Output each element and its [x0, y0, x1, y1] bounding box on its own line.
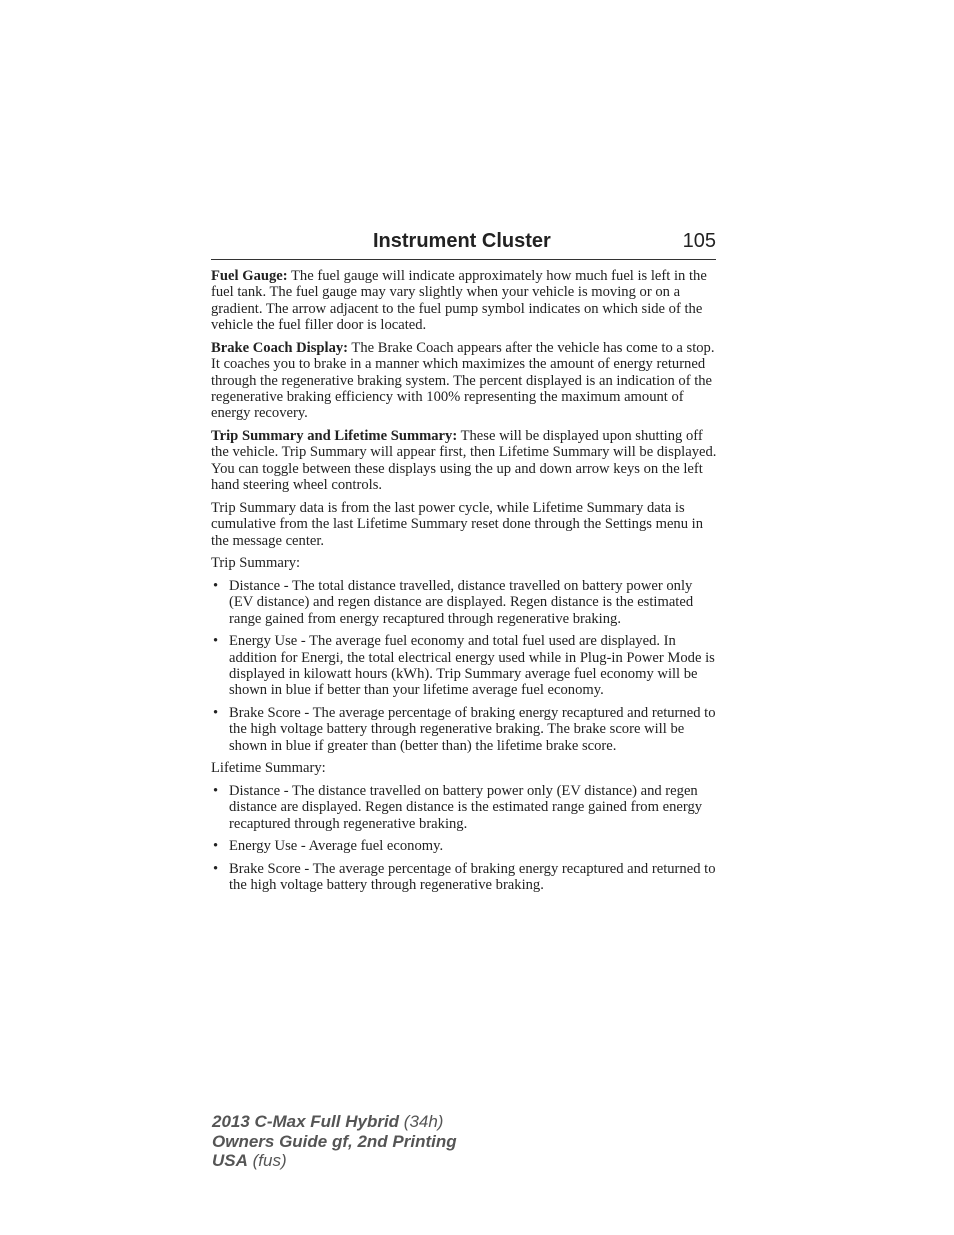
list-item-text: Brake Score - The average percentage of braking energy recaptured and returned to the high voltage battery through regenerative braking.: [229, 861, 716, 894]
list-item: [211, 861, 717, 894]
bullet-icon: •: [213, 861, 219, 878]
lifetime-summary-heading: Lifetime Summary:: [211, 760, 326, 777]
brake-coach-label: Brake Coach Display:: [211, 339, 349, 356]
bullet-icon: •: [213, 838, 219, 855]
list-item-text: Energy Use - The average fuel economy and total fuel used are displayed. In addition for Energi, the total electrical energy used while in Plug-in Power Mode is displayed in kilowatt hours (kWh). Trip Summary average fuel economy will be shown in blue if better than your lifetime average fuel economy.: [229, 633, 715, 699]
list-item: [211, 838, 717, 854]
page-header: [211, 229, 716, 260]
section-title: Instrument Cluster: [373, 230, 551, 252]
trip-lifetime-text: These will be displayed upon shutting off the vehicle. Trip Summary will appear first, then Lifetime Summary will be displayed. You can toggle between these displays using the up and down arrow keys on the left hand steering wheel controls.: [211, 428, 717, 494]
page-number: 105: [682, 230, 716, 252]
brake-coach-text: The Brake Coach appears after the vehicle has come to a stop. It coaches you to brake in a manner which maximizes the amount of energy returned through the regenerative braking system. The percent displayed is an indication of the regenerative braking efficiency with 100% representing the maximum amount of energy recovery.: [211, 339, 715, 422]
brake-coach-paragraph: [211, 340, 717, 422]
footer-region-code: (fus): [247, 1151, 287, 1170]
list-item: [211, 633, 717, 699]
fuel-gauge-label: Fuel Gauge:: [211, 268, 288, 284]
bullet-icon: •: [213, 705, 219, 722]
footer-line-2: [212, 1132, 457, 1152]
list-item-text: Brake Score - The average percentage of braking energy recaptured and returned to the high voltage battery through regenerative braking. The brake score will be shown in blue if greater than (better than) the lifetime brake score.: [229, 705, 716, 754]
footer-region: USA: [212, 1151, 248, 1170]
list-item-text: Distance - The distance travelled on battery power only (EV distance) and regen distance are displayed. Regen distance is the estimated range gained from energy recaptured through regenerative braking.: [229, 783, 703, 832]
list-item: [211, 705, 717, 754]
bullet-icon: •: [213, 577, 219, 594]
list-item: [211, 578, 717, 627]
trip-lifetime-label: Trip Summary and Lifetime Summary:: [211, 428, 458, 445]
footer-model-code: (34h): [399, 1112, 444, 1131]
footer-line-1: [212, 1112, 457, 1132]
lifetime-summary-list: [211, 783, 717, 894]
fuel-gauge-paragraph: [211, 268, 717, 334]
trip-summary-heading: Trip Summary:: [211, 555, 301, 572]
list-item-text: Distance - The total distance travelled, distance travelled on battery power only (EV distance) and regen distance are displayed. Regen distance is the estimated range gained from energy recaptured through regenerative braking.: [229, 577, 694, 627]
trip-lifetime-paragraph: [211, 428, 717, 494]
list-item: [211, 783, 717, 832]
list-item-text: Energy Use - Average fuel economy.: [229, 838, 444, 855]
footer-model: 2013 C-Max Full Hybrid: [212, 1112, 400, 1131]
bullet-icon: •: [213, 783, 219, 800]
bullet-icon: •: [213, 633, 219, 650]
fuel-gauge-text: The fuel gauge will indicate approximately how much fuel is left in the fuel tank. The fuel gauge may vary slightly when your vehicle is moving or on a gradient. The arrow adjacent to the fuel pump symbol indicates on which side of the vehicle the fuel filler door is located.: [211, 268, 707, 334]
data-note-paragraph: Trip Summary data is from the last power cycle, while Lifetime Summary data is cumulative from the last Lifetime Summary reset done through the Settings menu in the message center.: [211, 499, 704, 549]
footer-line-3: [212, 1151, 457, 1171]
footer-guide: Owners Guide gf, 2nd Printing: [212, 1131, 457, 1151]
trip-summary-list: [211, 578, 717, 754]
page-content: [211, 268, 717, 900]
page-footer: [212, 1112, 457, 1171]
